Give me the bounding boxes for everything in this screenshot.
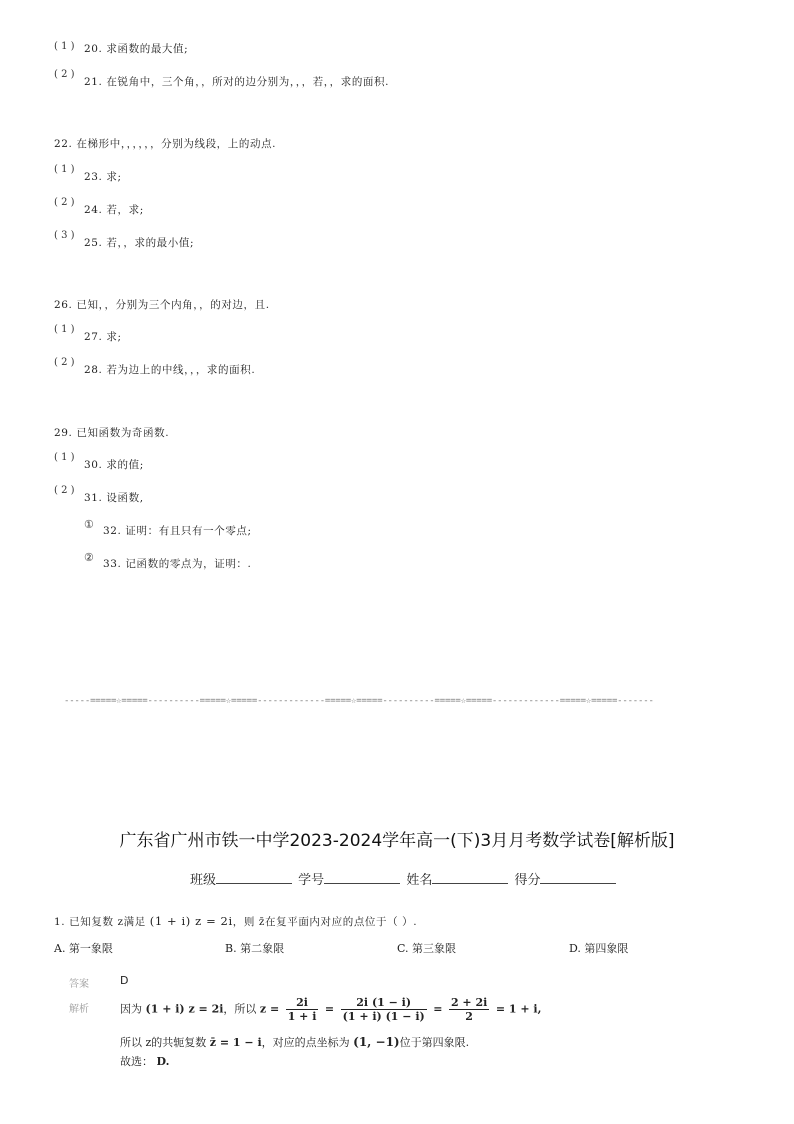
question-line: 32. 证明：有且只有一个零点; [103,525,252,537]
score-blank[interactable] [540,872,616,884]
option-d: D. 第四象限 [569,942,629,955]
question-line: 23. 求; [84,171,122,183]
name-blank[interactable] [432,872,508,884]
student-info-fields [190,869,618,888]
answer-value: D [120,974,129,987]
sol-point: (1, −1) [353,1035,400,1049]
question-line: 20. 求函数的最大值; [84,43,189,55]
stem-text: ，则 z̄在复平面内对应的点位于（ ）. [232,916,418,928]
page-title: 广东省广州市铁一中学2023-2024学年高一(下)3月月考数学试卷[解析版] [119,831,675,851]
question-line: 26. 已知，，分别为三个内角，，的对边，且. [54,299,270,311]
sol-text: 所以 z的共轭复数 [120,1036,207,1049]
question-line: 22. 在梯形中，，，，，，分别为线段，上的动点. [54,138,277,150]
sub-tag: ( 1 ) [54,452,75,463]
option-b: B. 第二象限 [225,942,285,955]
fraction-denominator: 1 + i [287,1010,317,1023]
section-divider: -----=====☆=====----------=====☆=====-------------=====☆=====----------=====☆=====-------------=====☆=====------- [64,696,654,706]
sol-conjugate: z̄ = 1 − i [209,1036,262,1049]
name-label: 姓名 [406,873,433,888]
analysis-label: 解析 [69,1004,89,1015]
sol-equation: (1 + i) z = 2i [145,1002,224,1016]
class-label: 班级 [190,873,217,888]
option-a: A. 第一象限 [54,942,113,955]
sub-tag: ( 1 ) [54,324,75,335]
solution-line-3 [120,1053,169,1069]
question-line: 28. 若为边上的中线，，，求的面积. [84,364,256,376]
sol-result: = 1 + i, [495,1002,542,1016]
score-label: 得分 [514,873,541,888]
question-line: 29. 已知函数为奇函数. [54,427,170,439]
sol-text: 位于第四象限. [399,1036,470,1049]
fraction-numerator: 2i [286,996,319,1010]
solution-line-2 [120,1034,469,1050]
fraction-denominator: 2 [465,1010,473,1023]
fraction-denominator: (1 + i) (1 − i) [342,1010,425,1023]
number-blank[interactable] [324,872,400,884]
question-line: 27. 求; [84,331,122,343]
option-c: C. 第三象限 [397,942,457,955]
stem-equation: (1 + i) z = 2i [149,914,233,928]
sub-tag: ( 2 ) [54,69,75,80]
fraction-1 [286,996,319,1023]
question-line: 30. 求的值; [84,459,144,471]
fraction-2 [341,996,427,1023]
sub-tag: ( 2 ) [54,485,75,496]
circled-tag: ② [84,551,94,564]
question-line: 33. 记函数的零点为，证明：. [103,558,252,570]
sub-tag: ( 2 ) [54,197,75,208]
sol-text: 故选： [120,1055,153,1068]
sub-tag: ( 1 ) [54,164,75,175]
sol-text: ，所以 [223,1002,257,1016]
number-label: 学号 [298,873,325,888]
fraction-3 [449,996,489,1023]
sol-text: 因为 [120,1002,142,1016]
sol-text: ，对应的点坐标为 [261,1036,350,1049]
question-line: 31. 设函数, [84,492,144,504]
fraction-numerator: 2i (1 − i) [341,996,427,1010]
sub-tag: ( 3 ) [54,230,75,241]
sub-tag: ( 1 ) [54,41,75,52]
sub-tag: ( 2 ) [54,357,75,368]
circled-tag: ① [84,518,94,531]
stem-text: 1. 已知复数 z满足 [54,916,146,928]
question-1-stem [54,914,417,929]
class-blank[interactable] [216,872,292,884]
answer-label: 答案 [69,979,89,990]
sol-z: z = [259,1002,280,1016]
question-line: 25. 若，，求的最小值; [84,237,195,249]
sol-final-answer: D. [156,1055,170,1068]
solution-line-1: 因为 (1 + i) z = 2i，所以 z = $\frac{2i}{1 + i}$ = $\frac{2i (1 - i)}{(1 + i) (1 - i)}$ = $\frac{2 + 2i}{2}$ = 1 + i, [120,996,542,1023]
question-line: 21. 在锐角中，三个角，，所对的边分别为，，，若，，求的面积. [84,76,390,88]
question-line: 24. 若，求; [84,204,144,216]
fraction-numerator: 2 + 2i [450,996,488,1009]
